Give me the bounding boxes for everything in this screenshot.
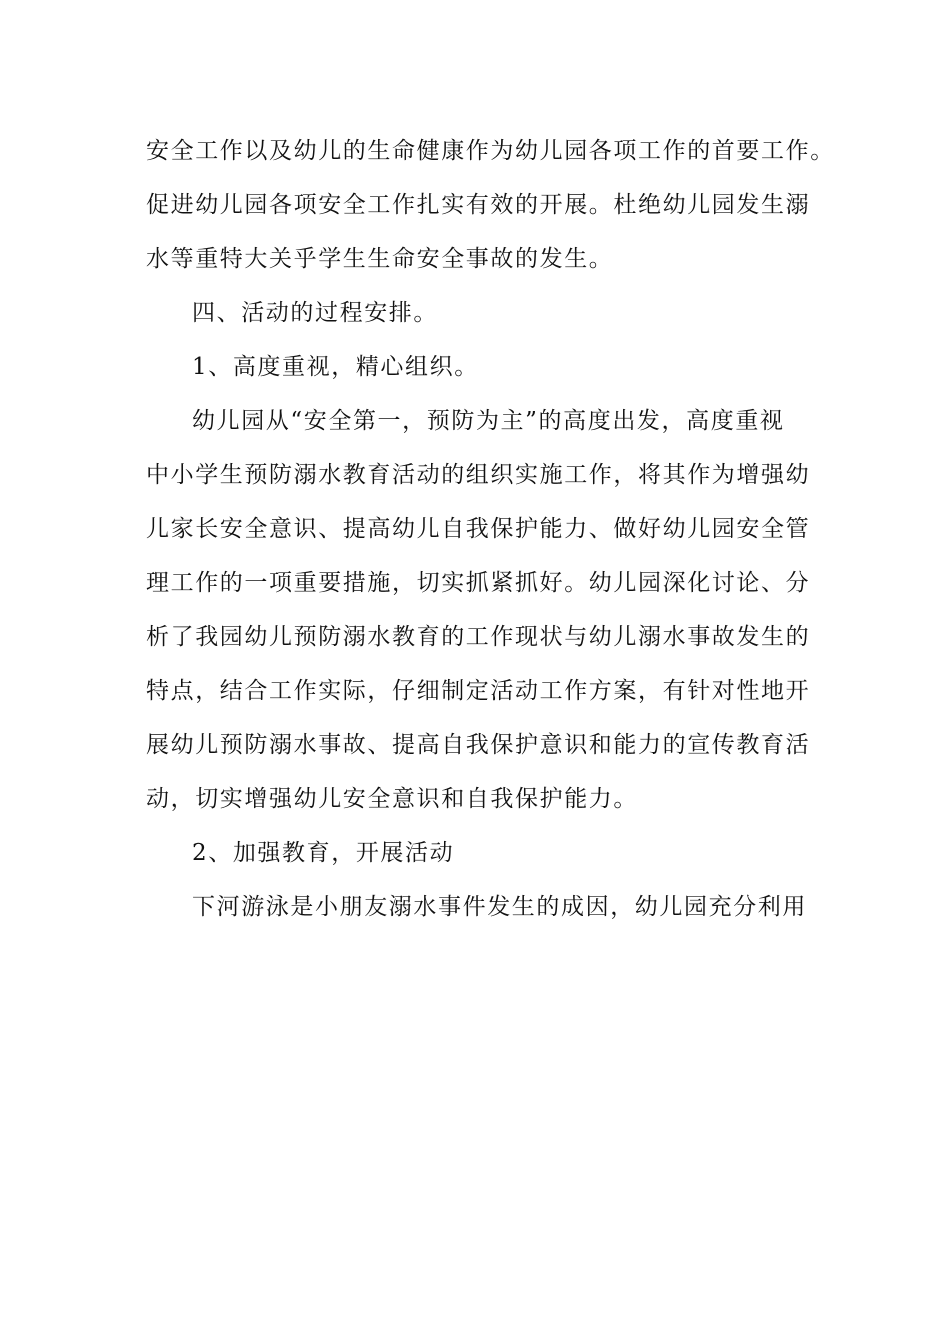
- paragraph-line: 儿家长安全意识、提高幼儿自我保护能力、做好幼儿园安全管: [146, 516, 811, 542]
- paragraph-line: 特点，结合工作实际，仔细制定活动工作方案，有针对性地开: [146, 678, 811, 704]
- paragraph-line: 中小学生预防溺水教育活动的组织实施工作，将其作为增强幼: [146, 462, 811, 488]
- subsection-heading: 1、高度重视，精心组织。: [192, 354, 479, 380]
- paragraph-line: 理工作的一项重要措施，切实抓紧抓好。幼儿园深化讨论、分: [146, 570, 811, 596]
- section-heading: 四、活动的过程安排。: [192, 300, 438, 326]
- paragraph-line: 水等重特大关乎学生生命安全事故的发生。: [146, 246, 614, 272]
- paragraph-first-line: 幼儿园从“安全第一，预防为主”的高度出发，高度重视: [192, 408, 785, 434]
- subsection-heading: 2、加强教育，开展活动: [192, 840, 455, 866]
- paragraph-line: 展幼儿预防溺水事故、提高自我保护意识和能力的宣传教育活: [146, 732, 811, 758]
- paragraph-line: 析了我园幼儿预防溺水教育的工作现状与幼儿溺水事故发生的: [146, 624, 811, 650]
- paragraph-line: 促进幼儿园各项安全工作扎实有效的开展。杜绝幼儿园发生溺: [146, 192, 811, 218]
- paragraph-line: 安全工作以及幼儿的生命健康作为幼儿园各项工作的首要工作。: [146, 138, 835, 164]
- paragraph-line: 动，切实增强幼儿安全意识和自我保护能力。: [146, 786, 638, 812]
- document-body: [146, 128, 835, 938]
- paragraph-first-line: 下河游泳是小朋友溺水事件发生的成因，幼儿园充分利用: [192, 894, 807, 920]
